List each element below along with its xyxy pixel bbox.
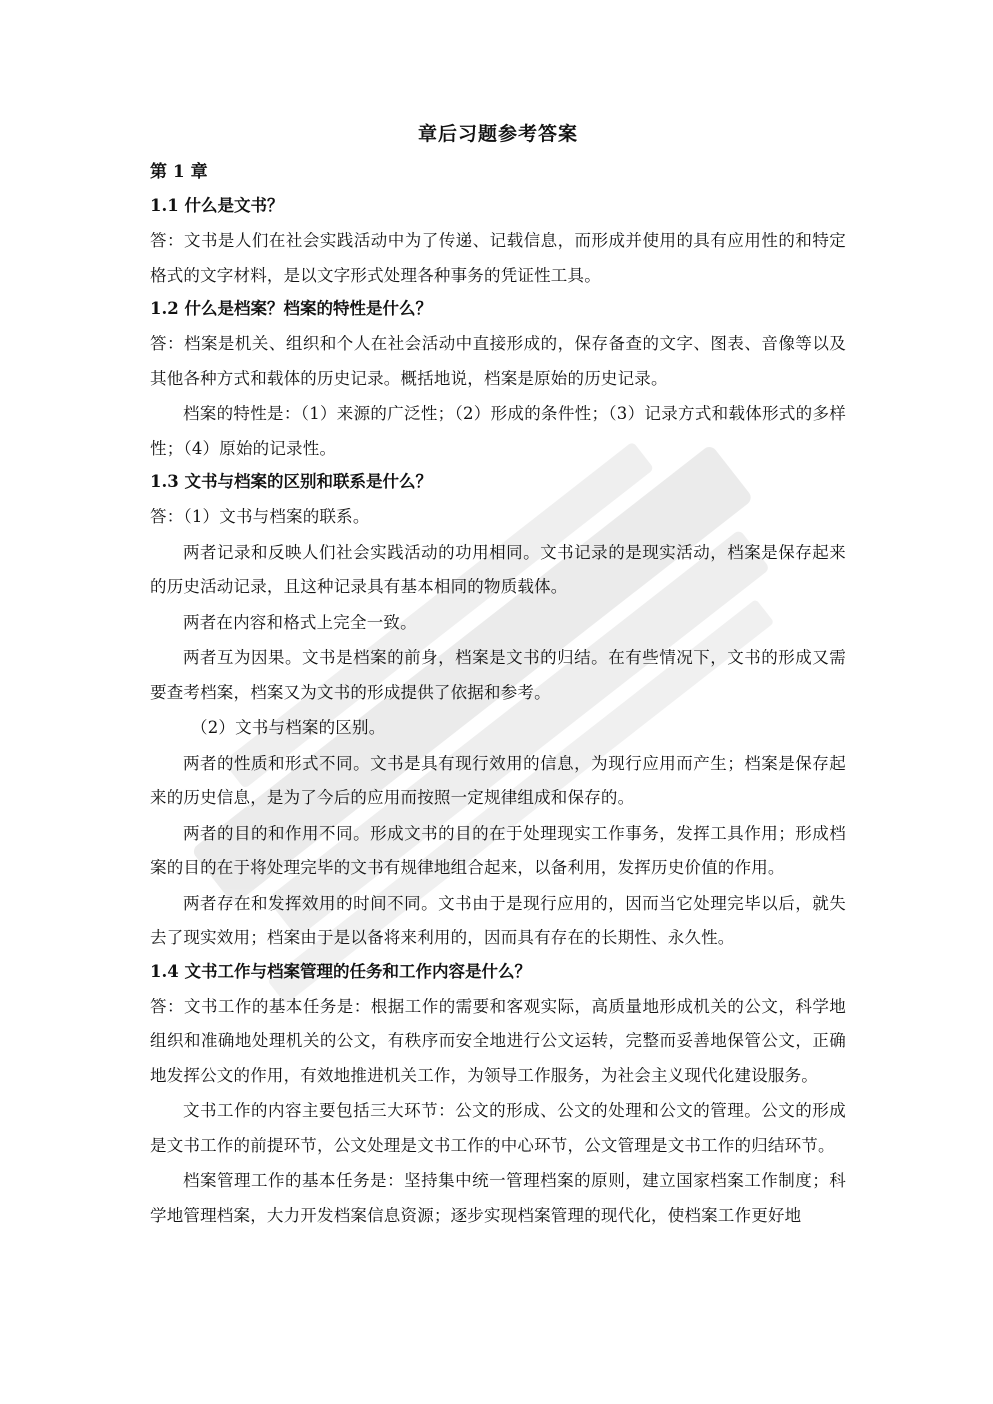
answer-paragraph: 文书工作的内容主要包括三大环节：公文的形成、公文的处理和公文的管理。公文的形成是文书工作的前提环节，公文处理是文书工作的中心环节，公文管理是文书工作的归结环节。 <box>150 1101 846 1155</box>
answer-paragraph: 档案管理工作的基本任务是：坚持集中统一管理档案的原则，建立国家档案工作制度；科学地管理档案，大力开发档案信息资源；逐步实现档案管理的现代化，使档案工作更好地 <box>150 1171 846 1225</box>
answer-paragraph: 档案的特性是：（1）来源的广泛性；（2）形成的条件性；（3）记录方式和载体形式的多样性；（4）原始的记录性。 <box>150 404 846 458</box>
question-heading: 1.3 文书与档案的区别和联系是什么？ <box>150 472 432 491</box>
answer-paragraph: 答：文书是人们在社会实践活动中为了传递、记载信息，而形成并使用的具有应用性的和特定格式的文字材料，是以文字形式处理各种事务的凭证性工具。 <box>150 231 846 285</box>
answer-paragraph: 两者在内容和格式上完全一致。 <box>183 612 417 632</box>
question-heading: 1.4 文书工作与档案管理的任务和工作内容是什么？ <box>150 961 531 981</box>
answer-paragraph: 两者的目的和作用不同。形成文书的目的在于处理现实工作事务，发挥工具作用；形成档案的目的在于将处理完毕的文书有规律地组合起来，以备利用，发挥历史价值的作用。 <box>150 823 846 877</box>
answer-paragraph: 答：档案是机关、组织和个人在社会活动中直接形成的，保存备查的文字、图表、音像等以及其他各种方式和载体的历史记录。概括地说，档案是原始的历史记录。 <box>150 334 846 388</box>
chapter-heading: 第 1 章 <box>150 162 208 182</box>
answer-paragraph: 两者记录和反映人们社会实践活动的功用相同。文书记录的是现实活动，档案是保存起来的历史活动记录，且这种记录具有基本相同的物质载体。 <box>150 542 846 596</box>
answer-paragraph: 两者互为因果。文书是档案的前身，档案是文书的归结。在有些情况下，文书的形成又需要查考档案，档案又为文书的形成提供了依据和参考。 <box>150 648 846 702</box>
answer-paragraph: （2）文书与档案的区别。 <box>191 718 386 737</box>
answer-paragraph: 两者的性质和形式不同。文书是具有现行效用的信息，为现行应用而产生；档案是保存起来的历史信息，是为了今后的应用而按照一定规律组成和保存的。 <box>150 753 846 807</box>
answer-paragraph: 答：文书工作的基本任务是：根据工作的需要和客观实际，高质量地形成机关的公文，科学地组织和准确地处理机关的公文，有秩序而安全地进行公文运转，完整而妥善地保管公文，正确地发挥公文的作用，有效地推进机关工作，为领导工作服务，为社会主义现代化建设服务。 <box>150 996 846 1085</box>
question-heading: 1.1 什么是文书？ <box>150 196 284 215</box>
document-body <box>150 122 846 1234</box>
answer-paragraph: 答：（1）文书与档案的联系。 <box>150 507 370 526</box>
document-title: 章后习题参考答案 <box>417 123 578 145</box>
answer-paragraph: 两者存在和发挥效用的时间不同。文书由于是现行应用的，因而当它处理完毕以后，就失去了现实效用；档案由于是以备将来利用的，因而具有存在的长期性、永久性。 <box>150 893 846 947</box>
question-heading: 1.2 什么是档案？档案的特性是什么？ <box>150 299 432 318</box>
